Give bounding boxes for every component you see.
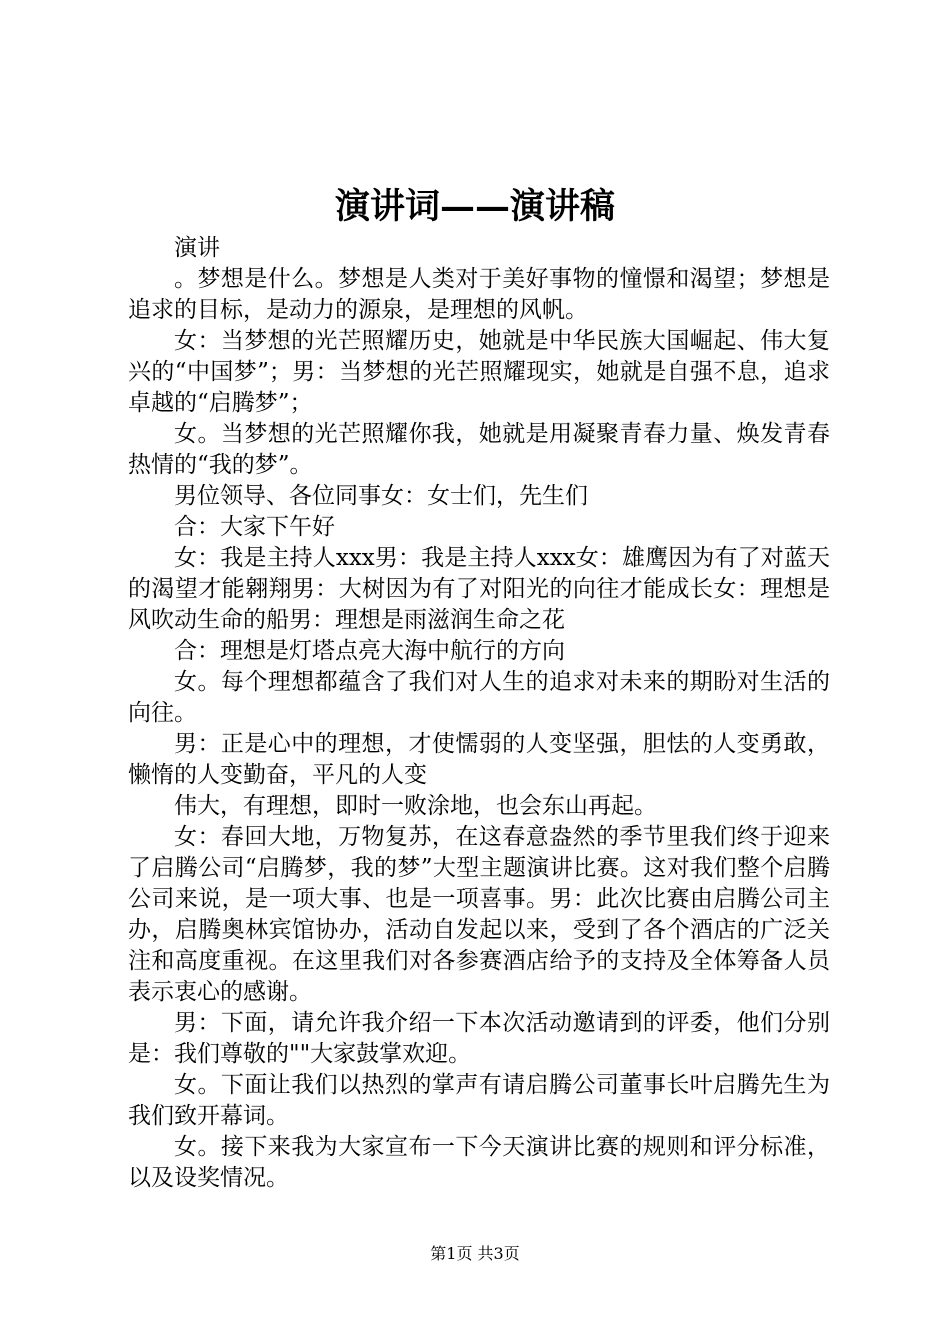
paragraph: 女。下面让我们以热烈的掌声有请启腾公司董事长叶启腾先生为我们致开幕词。 [128,1072,830,1129]
paragraph: 男：下面，请允许我介绍一下本次活动邀请到的评委，他们分别是：我们尊敬的""大家鼓掌欢迎。 [128,1010,830,1067]
paragraph: 伟大，有理想，即时一败涂地，也会东山再起。 [174,793,657,819]
paragraph: 女。每个理想都蕴含了我们对人生的追求对未来的期盼对生活的向往。 [128,669,830,726]
paragraph: 女：当梦想的光芒照耀历史，她就是中华民族大国崛起、伟大复兴的“中国梦”；男：当梦想的光芒照耀现实，她就是自强不息，追求卓越的“启腾梦”； [128,328,830,416]
paragraph: 女。接下来我为大家宣布一下今天演讲比赛的规则和评分标准，以及设奖情况。 [128,1134,830,1191]
page-footer: 第1页 共3页 [430,1244,520,1263]
paragraph: 合：大家下午好 [174,514,335,540]
paragraph: 男：正是心中的理想，才使懦弱的人变坚强，胆怯的人变勇敢，懒惰的人变勤奋，平凡的人变 [128,731,830,788]
paragraph: 女：我是主持人xxx男：我是主持人xxx女：雄鹰因为有了对蓝天的渴望才能翱翔男：大树因为有了对阳光的向往才能成长女：理想是风吹动生命的船男：理想是雨滋润生命之花 [128,545,830,633]
document-body [128,233,830,1194]
paragraph: 女：春回大地，万物复苏，在这春意盎然的季节里我们终于迎来了启腾公司“启腾梦，我的梦”大型主题演讲比赛。这对我们整个启腾公司来说，是一项大事、也是一项喜事。男：此次比赛由启腾公司主办，启腾奥林宾馆协办，活动自发起以来，受到了各个酒店的广泛关注和高度重视。在这里我们对各参赛酒店给予的支持及全体筹备人员表示衷心的感谢。 [128,824,830,1005]
paragraph: 。梦想是什么。梦想是人类对于美好事物的憧憬和渴望；梦想是追求的目标，是动力的源泉，是理想的风帆。 [128,266,830,323]
document-title: 演讲词——演讲稿 [334,186,615,227]
paragraph: 女。当梦想的光芒照耀你我，她就是用凝聚青春力量、焕发青春热情的“我的梦”。 [128,421,830,478]
paragraph: 男位领导、各位同事女：女士们，先生们 [174,483,588,509]
paragraph: 演讲 [174,235,220,261]
paragraph: 合：理想是灯塔点亮大海中航行的方向 [174,638,565,664]
